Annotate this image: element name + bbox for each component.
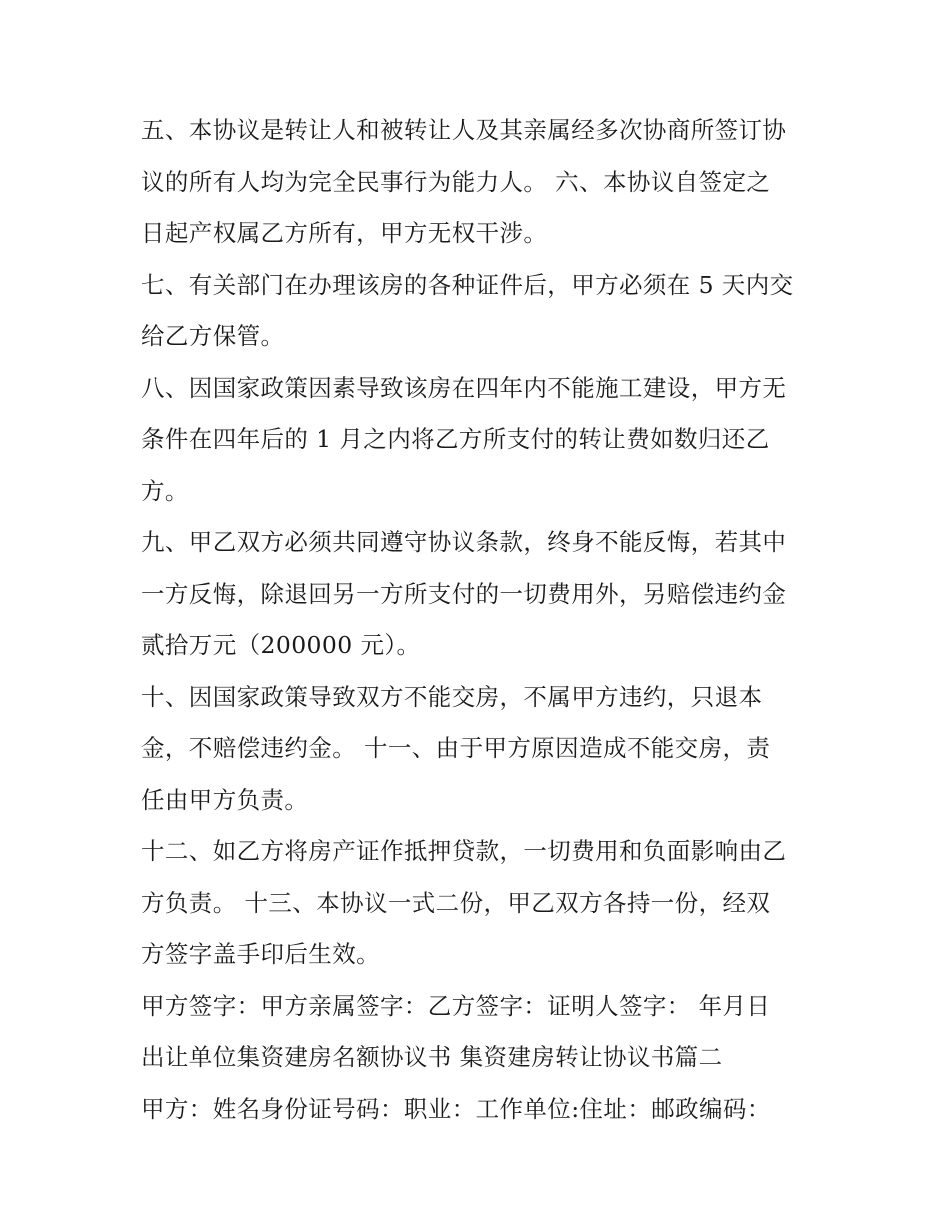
text-line: 出让单位集资建房名额协议书 集资建房转让协议书篇二 xyxy=(141,1043,723,1071)
text-line: 任由甲方负责。 xyxy=(141,785,309,814)
text-line: 九、甲乙双方必须共同遵守协议条款，终身不能反悔，若其中 xyxy=(141,528,787,556)
text-line: 方负责。 十三、本协议一式二份，甲乙双方各持一份，经双 xyxy=(141,888,771,917)
document-body xyxy=(141,105,821,1135)
text-line: 甲方：姓名身份证号码：职业：工作单位:住址：邮政编码： xyxy=(141,1094,771,1123)
text-line: 五、本协议是转让人和被转让人及其亲属经多次协商所签订协 xyxy=(141,116,787,144)
text-line: 条件在四年后的 1 月之内将乙方所支付的转让费如数归还乙 xyxy=(141,425,770,453)
text-line: 方。 xyxy=(141,476,189,505)
text-line: 甲方签字：甲方亲属签字：乙方签字：证明人签字： 年月日 xyxy=(141,991,771,1020)
text-line: 十、因国家政策导致双方不能交房，不属甲方违约，只退本 xyxy=(141,682,763,711)
text-line: 方签字盖手印后生效。 xyxy=(141,940,380,968)
text-line: 议的所有人均为完全民事行为能力人。 六、本协议自签定之 xyxy=(141,167,771,196)
text-line: 八、因国家政策因素导致该房在四年内不能施工建设，甲方无 xyxy=(141,373,787,402)
text-line: 十二、如乙方将房产证作抵押贷款，一切费用和负面影响由乙 xyxy=(141,837,787,865)
text-line: 贰拾万元（200000 元）。 xyxy=(141,631,421,659)
text-line: 日起产权属乙方所有，甲方无权干涉。 xyxy=(141,219,548,247)
text-line: 七、有关部门在办理该房的各种证件后，甲方必须在 5 天内交 xyxy=(141,270,794,299)
text-line: 一方反悔，除退回另一方所支付的一切费用外，另赔偿违约金 xyxy=(141,579,787,608)
text-line: 金，不赔偿违约金。 十一、由于甲方原因造成不能交房，责 xyxy=(141,734,771,762)
text-line: 给乙方保管。 xyxy=(141,322,285,350)
